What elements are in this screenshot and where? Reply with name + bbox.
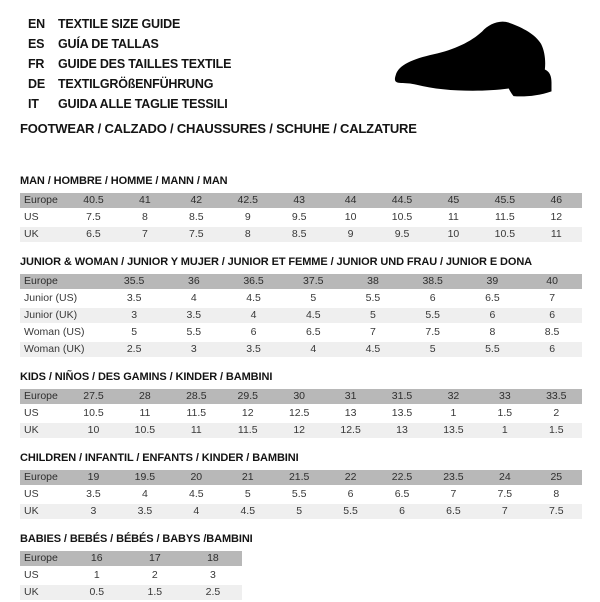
language-label: TEXTILGRÖßENFÜHRUNG <box>58 77 214 91</box>
size-cell: 4.5 <box>222 504 273 521</box>
language-label: GUIDA ALLE TAGLIE TESSILI <box>58 97 228 111</box>
size-cell: 10 <box>428 227 479 244</box>
size-cell: 20 <box>171 470 222 487</box>
size-cell: 8.5 <box>273 227 324 244</box>
size-section-children <box>20 452 582 521</box>
size-cell: 11 <box>531 227 582 244</box>
row-label: Woman (UK) <box>20 342 104 359</box>
table-row <box>20 389 582 406</box>
size-cell: 3.5 <box>224 342 284 359</box>
size-cell: 2 <box>126 568 184 585</box>
size-cell: 8.5 <box>522 325 582 342</box>
row-label: US <box>20 406 68 423</box>
size-table-man <box>20 193 582 244</box>
size-cell: 3.5 <box>119 504 170 521</box>
size-cell: 12.5 <box>325 423 376 440</box>
document-header <box>20 14 582 136</box>
section-title: MAN / HOMBRE / HOMME / MANN / MAN <box>20 175 228 187</box>
size-cell: 45.5 <box>479 193 530 210</box>
size-cell: 11 <box>428 210 479 227</box>
size-cell: 3.5 <box>164 308 224 325</box>
row-label: UK <box>20 227 68 244</box>
table-row <box>20 342 582 359</box>
row-label: Junior (US) <box>20 291 104 308</box>
size-cell: 4.5 <box>171 487 222 504</box>
row-label: Europe <box>20 274 104 291</box>
size-cell: 36 <box>164 274 224 291</box>
size-cell: 27.5 <box>68 389 119 406</box>
size-cell: 44.5 <box>376 193 427 210</box>
size-cell: 33 <box>479 389 530 406</box>
size-cell: 9.5 <box>273 210 324 227</box>
table-row <box>20 308 582 325</box>
size-cell: 4.5 <box>283 308 343 325</box>
size-cell: 5.5 <box>164 325 224 342</box>
dress-shoe-icon <box>390 16 580 104</box>
size-cell: 3.5 <box>68 487 119 504</box>
size-cell: 44 <box>325 193 376 210</box>
size-cell: 3 <box>68 504 119 521</box>
size-cell: 7 <box>479 504 530 521</box>
size-section-kids <box>20 371 582 440</box>
size-cell: 6 <box>403 291 463 308</box>
size-cell: 40.5 <box>68 193 119 210</box>
language-code: DE <box>28 77 45 91</box>
size-cell: 4.5 <box>343 342 403 359</box>
size-table-babies <box>20 551 242 602</box>
size-cell: 7 <box>428 487 479 504</box>
size-cell: 12.5 <box>273 406 324 423</box>
section-title: CHILDREN / INFANTIL / ENFANTS / KINDER / BAMBINI <box>20 452 299 464</box>
size-cell: 9.5 <box>376 227 427 244</box>
size-cell: 6.5 <box>283 325 343 342</box>
size-cell: 3 <box>184 568 242 585</box>
size-cell: 4 <box>224 308 284 325</box>
size-cell: 6 <box>224 325 284 342</box>
size-cell: 17 <box>126 551 184 568</box>
row-label: US <box>20 210 68 227</box>
size-cell: 5 <box>104 325 164 342</box>
size-cell: 9 <box>222 210 273 227</box>
size-cell: 3 <box>164 342 224 359</box>
size-cell: 35.5 <box>104 274 164 291</box>
size-cell: 5.5 <box>463 342 523 359</box>
row-label: US <box>20 487 68 504</box>
row-label: Europe <box>20 193 68 210</box>
size-cell: 11 <box>171 423 222 440</box>
size-cell: 25 <box>531 470 582 487</box>
size-cell: 30 <box>273 389 324 406</box>
size-table-children <box>20 470 582 521</box>
size-cell: 24 <box>479 470 530 487</box>
table-row <box>20 585 242 602</box>
size-cell: 11 <box>119 406 170 423</box>
table-row <box>20 504 582 521</box>
size-cell: 10.5 <box>479 227 530 244</box>
size-cell: 1.5 <box>531 423 582 440</box>
size-cell: 5.5 <box>273 487 324 504</box>
size-cell: 21.5 <box>273 470 324 487</box>
table-row <box>20 470 582 487</box>
size-cell: 8 <box>222 227 273 244</box>
size-table-junior-woman <box>20 274 582 359</box>
size-cell: 0.5 <box>68 585 126 602</box>
size-cell: 7 <box>522 291 582 308</box>
size-cell: 8 <box>463 325 523 342</box>
table-row <box>20 227 582 244</box>
size-cell: 7.5 <box>403 325 463 342</box>
size-cell: 11.5 <box>479 210 530 227</box>
size-cell: 8.5 <box>171 210 222 227</box>
size-cell: 5 <box>222 487 273 504</box>
size-section-babies <box>20 533 582 602</box>
size-cell: 4 <box>164 291 224 308</box>
size-cell: 31.5 <box>376 389 427 406</box>
table-row <box>20 487 582 504</box>
size-cell: 1.5 <box>479 406 530 423</box>
size-cell: 5.5 <box>343 291 403 308</box>
size-cell: 10 <box>325 210 376 227</box>
language-label: GUÍA DE TALLAS <box>58 37 159 51</box>
size-cell: 19.5 <box>119 470 170 487</box>
size-cell: 3.5 <box>104 291 164 308</box>
size-cell: 8 <box>119 210 170 227</box>
size-cell: 38 <box>343 274 403 291</box>
row-label: UK <box>20 504 68 521</box>
table-row <box>20 210 582 227</box>
language-code: ES <box>28 37 45 51</box>
row-label: Europe <box>20 470 68 487</box>
size-cell: 11.5 <box>222 423 273 440</box>
size-cell: 12 <box>273 423 324 440</box>
size-cell: 4 <box>171 504 222 521</box>
sections <box>20 175 582 602</box>
size-cell: 5.5 <box>325 504 376 521</box>
size-cell: 13.5 <box>376 406 427 423</box>
language-label: GUIDE DES TAILLES TEXTILE <box>58 57 232 71</box>
size-cell: 31 <box>325 389 376 406</box>
size-cell: 1 <box>68 568 126 585</box>
table-row <box>20 568 242 585</box>
size-cell: 6.5 <box>376 487 427 504</box>
size-cell: 6 <box>522 342 582 359</box>
size-cell: 7 <box>119 227 170 244</box>
size-cell: 7.5 <box>531 504 582 521</box>
size-cell: 46 <box>531 193 582 210</box>
table-row <box>20 274 582 291</box>
size-cell: 39 <box>463 274 523 291</box>
size-cell: 5 <box>403 342 463 359</box>
size-cell: 38.5 <box>403 274 463 291</box>
row-label: Junior (UK) <box>20 308 104 325</box>
size-cell: 28 <box>119 389 170 406</box>
size-cell: 13 <box>376 423 427 440</box>
size-cell: 4 <box>119 487 170 504</box>
size-cell: 16 <box>68 551 126 568</box>
row-label: Europe <box>20 389 68 406</box>
size-table-kids <box>20 389 582 440</box>
language-code: FR <box>28 57 45 71</box>
size-cell: 22.5 <box>376 470 427 487</box>
size-cell: 6 <box>376 504 427 521</box>
size-cell: 6 <box>463 308 523 325</box>
size-cell: 41 <box>119 193 170 210</box>
table-row <box>20 406 582 423</box>
size-cell: 7.5 <box>68 210 119 227</box>
table-row <box>20 423 582 440</box>
size-cell: 19 <box>68 470 119 487</box>
row-label: UK <box>20 423 68 440</box>
table-row <box>20 291 582 308</box>
size-cell: 37.5 <box>283 274 343 291</box>
row-label: US <box>20 568 68 585</box>
size-cell: 1 <box>479 423 530 440</box>
size-cell: 2.5 <box>184 585 242 602</box>
size-cell: 7 <box>343 325 403 342</box>
size-cell: 9 <box>325 227 376 244</box>
size-cell: 7.5 <box>479 487 530 504</box>
table-row <box>20 325 582 342</box>
dress-shoe-shape <box>395 22 552 97</box>
size-cell: 5 <box>343 308 403 325</box>
size-section-junior-woman <box>20 256 582 359</box>
size-cell: 3 <box>104 308 164 325</box>
size-cell: 10 <box>68 423 119 440</box>
size-cell: 23.5 <box>428 470 479 487</box>
size-cell: 42.5 <box>222 193 273 210</box>
size-cell: 33.5 <box>531 389 582 406</box>
section-title: KIDS / NIÑOS / DES GAMINS / KINDER / BAMBINI <box>20 371 273 383</box>
size-cell: 10.5 <box>376 210 427 227</box>
size-cell: 6 <box>522 308 582 325</box>
size-cell: 43 <box>273 193 324 210</box>
size-cell: 45 <box>428 193 479 210</box>
row-label: Woman (US) <box>20 325 104 342</box>
size-cell: 13 <box>325 406 376 423</box>
section-title: BABIES / BEBÉS / BÉBÉS / BABYS /BAMBINI <box>20 533 253 545</box>
size-cell: 13.5 <box>428 423 479 440</box>
table-row <box>20 193 582 210</box>
size-section-man <box>20 175 582 244</box>
language-label: TEXTILE SIZE GUIDE <box>58 17 181 31</box>
size-cell: 36.5 <box>224 274 284 291</box>
size-cell: 6.5 <box>463 291 523 308</box>
size-cell: 7.5 <box>171 227 222 244</box>
size-cell: 42 <box>171 193 222 210</box>
size-cell: 12 <box>222 406 273 423</box>
language-code: IT <box>28 97 39 111</box>
size-cell: 2.5 <box>104 342 164 359</box>
size-cell: 4 <box>283 342 343 359</box>
size-cell: 1.5 <box>126 585 184 602</box>
size-cell: 5.5 <box>403 308 463 325</box>
table-row <box>20 551 242 568</box>
size-cell: 29.5 <box>222 389 273 406</box>
category-line: FOOTWEAR / CALZADO / CHAUSSURES / SCHUHE / CALZATURE <box>20 121 417 136</box>
size-cell: 32 <box>428 389 479 406</box>
size-cell: 5 <box>273 504 324 521</box>
size-cell: 6.5 <box>68 227 119 244</box>
size-cell: 12 <box>531 210 582 227</box>
size-cell: 6 <box>325 487 376 504</box>
row-label: UK <box>20 585 68 602</box>
row-label: Europe <box>20 551 68 568</box>
size-cell: 6.5 <box>428 504 479 521</box>
size-cell: 11.5 <box>171 406 222 423</box>
size-cell: 21 <box>222 470 273 487</box>
section-title: JUNIOR & WOMAN / JUNIOR Y MUJER / JUNIOR ET FEMME / JUNIOR UND FRAU / JUNIOR E DONA <box>20 256 533 268</box>
size-cell: 22 <box>325 470 376 487</box>
size-cell: 10.5 <box>68 406 119 423</box>
size-cell: 1 <box>428 406 479 423</box>
size-cell: 4.5 <box>224 291 284 308</box>
size-cell: 28.5 <box>171 389 222 406</box>
size-cell: 40 <box>522 274 582 291</box>
size-cell: 2 <box>531 406 582 423</box>
language-code: EN <box>28 17 45 31</box>
size-cell: 10.5 <box>119 423 170 440</box>
size-cell: 18 <box>184 551 242 568</box>
size-cell: 5 <box>283 291 343 308</box>
size-cell: 8 <box>531 487 582 504</box>
